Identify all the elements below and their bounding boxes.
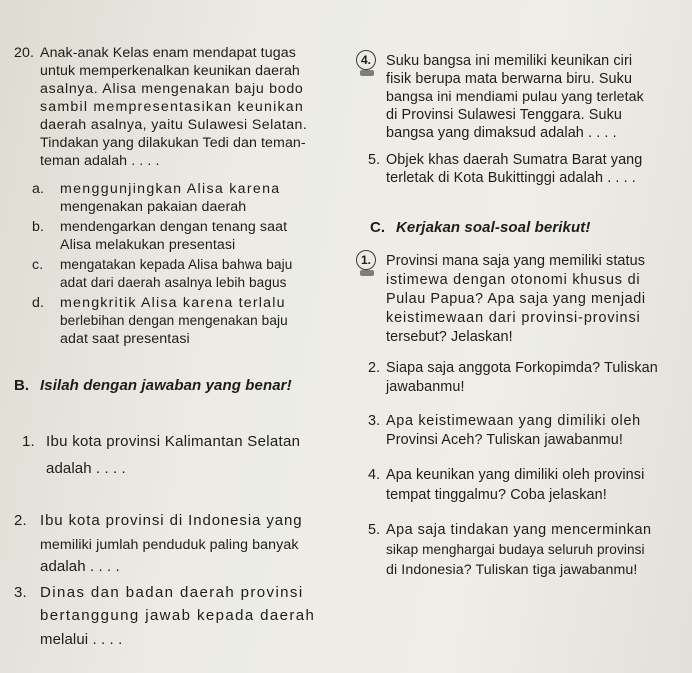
fill-item-1-line: Ibu kota provinsi Kalimantan Selatan <box>46 433 301 450</box>
question-1-line: istimewa dengan otonomi khusus di <box>386 272 641 288</box>
fill-item-1-line: adalah . . . . <box>46 460 126 477</box>
option-c-line: adat dari daerah asalnya lebih bagus <box>60 275 287 290</box>
question-5-line: di Indonesia? Tuliskan tiga jawabanmu! <box>386 562 638 578</box>
badge-tag-icon <box>360 70 374 76</box>
question-20-line: untuk memperkenalkan keunikan daerah <box>40 63 300 79</box>
question-1-line: Pulau Papua? Apa saja yang menjadi <box>386 291 646 307</box>
item-4-line: di Provinsi Sulawesi Tenggara. Suku <box>386 107 623 123</box>
fill-item-3-line: bertanggung jawab kepada daerah <box>40 607 316 624</box>
question-20-line: Tindakan yang dilakukan Tedi dan teman- <box>40 135 306 151</box>
option-b-line: mendengarkan dengan tenang saat <box>60 219 288 235</box>
question-3-number: 3. <box>368 413 381 429</box>
question-5-line: Apa saja tindakan yang mencerminkan <box>386 522 652 538</box>
item-4-line: fisik berupa mata berwarna biru. Suku <box>386 71 633 87</box>
section-c-title: Kerjakan soal-soal berikut! <box>396 219 591 236</box>
item-5-number: 5. <box>368 152 381 168</box>
question-5-number: 5. <box>368 522 381 538</box>
question-1-line: keistimewaan dari provinsi-provinsi <box>386 310 641 326</box>
question-3-line: Provinsi Aceh? Tuliskan jawabanmu! <box>386 432 623 448</box>
option-a-line: mengenakan pakaian daerah <box>60 199 247 215</box>
question-2-line: jawabanmu! <box>386 379 465 395</box>
question-1-line: tersebut? Jelaskan! <box>386 329 513 345</box>
fill-item-number: 2. <box>14 512 27 529</box>
option-b-line: Alisa melakukan presentasi <box>60 237 236 253</box>
fill-item-3-line: melalui . . . . <box>40 631 123 648</box>
section-b-letter: B. <box>14 377 30 394</box>
fill-item-3-line: Dinas dan badan daerah provinsi <box>40 584 304 601</box>
option-d-line: adat saat presentasi <box>60 331 190 347</box>
question-20-line: Anak-anak Kelas enam mendapat tugas <box>40 45 296 61</box>
item-5-line: terletak di Kota Bukittinggi adalah . . . . <box>386 170 636 186</box>
item-4-line: Suku bangsa ini memiliki keunikan ciri <box>386 53 633 69</box>
question-20-line: daerah asalnya, yaitu Sulawesi Selatan. <box>40 117 308 133</box>
question-20-line: sambil mempresentasikan keunikan <box>40 99 304 115</box>
question-4-line: Apa keunikan yang dimiliki oleh provinsi <box>386 467 645 483</box>
question-1-line: Provinsi mana saja yang memiliki status <box>386 253 646 269</box>
option-d-line: mengkritik Alisa karena terlalu <box>60 295 286 311</box>
fill-item-2-line: Ibu kota provinsi di Indonesia yang <box>40 512 303 529</box>
fill-item-2-line: memiliki jumlah penduduk paling banyak <box>40 537 299 553</box>
option-a-line: menggunjingkan Alisa karena <box>60 181 281 197</box>
section-b-title: Isilah dengan jawaban yang benar! <box>40 377 292 394</box>
option-c-line: mengatakan kepada Alisa bahwa baju <box>60 257 293 272</box>
question-2-line: Siapa saja anggota Forkopimda? Tuliskan <box>386 360 658 376</box>
question-1-number-badge: 1. <box>356 250 376 270</box>
option-letter: b. <box>32 219 45 235</box>
item-4-number-badge: 4. <box>356 50 376 70</box>
question-4-line: tempat tinggalmu? Coba jelaskan! <box>386 487 607 503</box>
item-4-line: bangsa ini mendiami pulau yang terletak <box>386 89 644 105</box>
item-5-line: Objek khas daerah Sumatra Barat yang <box>386 152 643 168</box>
badge-tag-icon <box>360 270 374 276</box>
fill-item-2-line: adalah . . . . <box>40 558 120 575</box>
question-20-line: asalnya. Alisa mengenakan baju bodo <box>40 81 304 97</box>
option-d-line: berlebihan dengan mengenakan baju <box>60 313 288 328</box>
question-4-number: 4. <box>368 467 381 483</box>
fill-item-number: 3. <box>14 584 27 601</box>
fill-item-number: 1. <box>22 433 35 450</box>
option-letter: c. <box>32 257 44 273</box>
option-letter: d. <box>32 295 45 311</box>
item-4-line: bangsa yang dimaksud adalah . . . . <box>386 125 617 141</box>
question-5-line: sikap menghargai budaya seluruh provinsi <box>386 542 645 557</box>
option-letter: a. <box>32 181 45 197</box>
question-20-line: teman adalah . . . . <box>40 153 160 169</box>
question-2-number: 2. <box>368 360 381 376</box>
question-3-line: Apa keistimewaan yang dimiliki oleh <box>386 413 641 429</box>
question-20-number: 20. <box>14 45 35 61</box>
section-c-letter: C. <box>370 219 386 236</box>
